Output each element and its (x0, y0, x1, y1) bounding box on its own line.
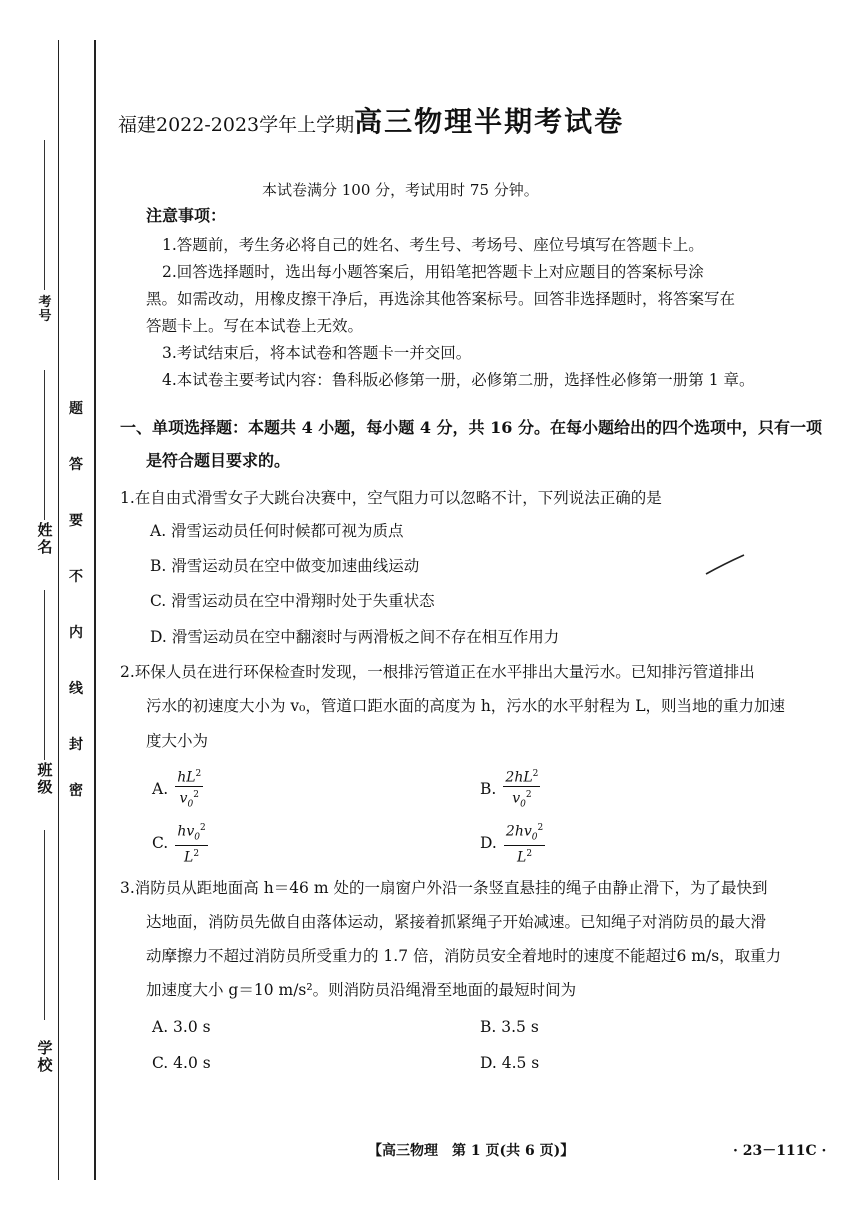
subscript: 0 (187, 799, 194, 810)
exponent: 2 (537, 823, 544, 833)
intro-line: 本试卷满分 100 分，考试用时 75 分钟。 (262, 181, 539, 199)
exponent: 2 (193, 849, 200, 860)
exponent: 2 (195, 769, 202, 779)
xingming-blank (44, 370, 45, 520)
option-label: D. (480, 833, 497, 852)
subscript: 0 (194, 832, 200, 843)
q1-option-b: B. 滑雪运动员在空中做变加速曲线运动 (150, 557, 420, 575)
q3-stem-line2: 达地面，消防员先做自由落体运动，紧接着抓紧绳子开始减速。已知绳子对消防员的最大滑 (146, 913, 767, 931)
kaohao-blank (44, 140, 45, 290)
title-main: 高三物理半期考试卷 (354, 105, 625, 138)
note-line: 4.本试卷主要考试内容：鲁科版必修第一册，必修第二册，选择性必修第一册第 1 章。 (162, 371, 755, 389)
q2-stem-line1: 2.环保人员在进行环保检查时发现，一根排污管道正在水平排出大量污水。已知排污管道排出 (120, 663, 755, 681)
exponent: 2 (532, 769, 539, 779)
numerator: hL (177, 769, 196, 786)
seal-char: 答 (69, 457, 83, 473)
denominator: v (512, 790, 521, 807)
formula (175, 766, 203, 812)
seal-char: 题 (69, 401, 83, 417)
option-label: A. (152, 779, 169, 798)
page-title (118, 100, 624, 140)
binding-line-outer (58, 40, 59, 1180)
formula (503, 766, 540, 812)
note-line: 3.考试结束后，将本试卷和答题卡一并交回。 (162, 344, 472, 362)
seal-char: 内 (69, 625, 83, 641)
q2-stem-line2: 污水的初速度大小为 v₀，管道口距水面的高度为 h，污水的水平射程为 L，则当地的重力加速 (146, 697, 786, 715)
q3-stem-line3: 动摩擦力不超过消防员所受重力的 1.7 倍，消防员安全着地时的速度不能超过6 m/s，取重力 (146, 947, 782, 965)
q1-stem: 1.在自由式滑雪女子大跳台决赛中，空气阻力可以忽略不计，下列说法正确的是 (120, 489, 662, 507)
denominator: L (517, 850, 527, 867)
exponent: 2 (525, 789, 532, 800)
exponent: 2 (193, 789, 199, 800)
seal-char: 不 (69, 569, 83, 585)
q3-option-b: B. 3.5 s (480, 1018, 539, 1036)
exponent: 2 (526, 849, 533, 860)
seal-char: 密 (69, 783, 83, 799)
binding-line-inner (94, 40, 96, 1180)
note-line: 2.回答选择题时，选出每小题答案后，用铅笔把答题卡上对应题目的答案标号涂 (162, 263, 704, 281)
q2-stem-line3: 度大小为 (146, 732, 209, 750)
xuexiao-label: 学校 (37, 1039, 53, 1074)
numerator: 2hL (505, 769, 533, 786)
q2-option-d (480, 820, 545, 866)
q3-stem-line1: 3.消防员从距地面高 h＝46 m 处的一扇窗户外沿一条竖直悬挂的绳子由静止滑下，为了最快到 (120, 879, 768, 897)
q3-option-d: D. 4.5 s (480, 1054, 540, 1072)
q3-option-c: C. 4.0 s (152, 1054, 211, 1072)
denominator: v (179, 790, 188, 807)
pencil-mark (704, 552, 748, 578)
section-heading: 一、单项选择题：本题共 4 小题，每小题 4 分，共 16 分。在每小题给出的四个选项中，只有一项 (120, 418, 822, 437)
note-line: 1.答题前，考生务必将自己的姓名、考生号、考场号、座位号填写在答题卡上。 (162, 236, 704, 254)
numerator: 2hv (505, 823, 532, 840)
kaohao-label: 考号 (38, 295, 52, 325)
note-line: 答题卡上。写在本试卷上无效。 (146, 317, 364, 335)
seal-char: 线 (69, 681, 83, 697)
q3-stem-line4: 加速度大小 g＝10 m/s²。则消防员沿绳滑至地面的最短时间为 (146, 981, 577, 999)
banji-blank (44, 590, 45, 760)
q1-option-d: D. 滑雪运动员在空中翻滚时与两滑板之间不存在相互作用力 (150, 628, 560, 646)
q1-option-a: A. 滑雪运动员任何时候都可视为质点 (150, 522, 404, 540)
page-footer: 【高三物理 第 1 页(共 6 页)】 (368, 1143, 575, 1159)
q2-option-b (480, 766, 540, 812)
formula (504, 820, 545, 866)
section-heading-cont: 是符合题目要求的。 (146, 451, 291, 470)
formula (175, 820, 207, 866)
note-line: 黑。如需改动，用橡皮擦干净后，再选涂其他答案标号。回答非选择题时，将答案写在 (146, 290, 736, 308)
banji-label: 班级 (37, 761, 53, 796)
option-label: C. (152, 833, 169, 852)
q3-option-a: A. 3.0 s (152, 1018, 211, 1036)
seal-char: 要 (69, 513, 83, 529)
subscript: 0 (531, 832, 538, 843)
notes-heading: 注意事项： (146, 206, 227, 225)
paper-code: · 23－111C · (733, 1143, 827, 1159)
q2-option-a (152, 766, 203, 812)
title-prefix: 福建2022-2023学年上学期 (118, 114, 355, 136)
denominator: L (184, 850, 194, 867)
q1-option-c: C. 滑雪运动员在空中滑翔时处于失重状态 (150, 592, 435, 610)
seal-char: 封 (69, 737, 83, 753)
option-label: B. (480, 779, 497, 798)
q2-option-c (152, 820, 208, 866)
numerator: hv (177, 823, 195, 840)
xingming-label: 姓名 (37, 521, 53, 556)
xuexiao-blank (44, 830, 45, 1020)
exponent: 2 (200, 823, 206, 833)
subscript: 0 (520, 799, 526, 810)
